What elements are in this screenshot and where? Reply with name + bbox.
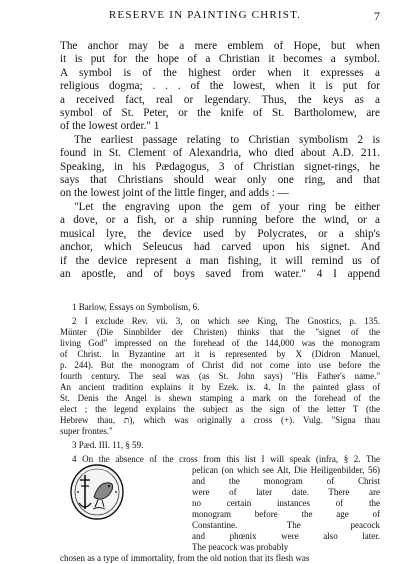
paragraph-3-quote: [60, 201, 380, 281]
text-line: The anchor may be a mere emblem of Hope, but when: [60, 40, 380, 52]
footnote-2-line: elect ; the legend explains the subject as the sign of the letter T (the: [60, 404, 380, 414]
footnote-4-line: and the monogram of Christ: [192, 476, 380, 486]
footnote-1: 1 Barlow, Essays on Symbolism, 6.: [72, 302, 200, 312]
footnote-2-line: 2 I exclude Rev. vii. 3, on which see King, The Gnostics, p. 135.: [72, 316, 380, 326]
running-title: RESERVE IN PAINTING CHRIST.: [108, 9, 302, 21]
footnote-2-line: super frontes.": [60, 426, 113, 436]
footnote-4-line: Constantine. The peacock: [192, 520, 380, 530]
page-header: [60, 9, 380, 29]
footnote-4-line: were of later date. There are: [192, 487, 380, 497]
footnote-4-line: chosen as a type of immortality, from the old notion that its flesh was: [60, 553, 310, 563]
text-line: a received fact, real or legendary. Thus, the keys as a: [60, 93, 380, 106]
paragraph-1: [60, 40, 380, 134]
text-line: Speaking, in his Pædagogus, 3 of Christian signet-rings, he: [60, 160, 380, 173]
text-line: says that Christians should wear only one ring, and that: [60, 174, 380, 187]
text-line: A symbol is of the highest order when it expresses a: [60, 66, 380, 79]
footnote-2-line: Münter (Die Sinnbilder der Christen) thinks that the "signet of the: [60, 327, 380, 337]
text-line: found in St. Clement of Alexandria, who died about A.D. 211.: [60, 147, 380, 160]
page-number: 7: [374, 9, 380, 23]
text-line: a dove, or a fish, or a ship running before the wind, or a: [60, 214, 380, 227]
text-line: "Let the engraving upon the gem of your ring be either: [74, 200, 380, 213]
text-line: religious dogma; . . . of the lowest, when it is put for: [60, 80, 380, 93]
text-line: an apostle, and of boys saved from water." 4 I append: [60, 267, 380, 280]
text-line: symbol of St. Peter, or the knife of St. Bartholomew, are: [60, 107, 380, 120]
footnote-4-line: The peacock was probably: [192, 542, 289, 552]
text-line: The earliest passage relating to Christian symbolism 2 is: [74, 133, 380, 146]
footnote-4-line: monogram before the age of: [192, 509, 380, 519]
footnote-2-line: living God" impressed on the forehead of the 144,000 was the monogram: [60, 338, 380, 348]
footnote-2-line: St. Denis the Angel is shewn stamping a mark on the forehead of the: [60, 393, 380, 403]
footnote-2-line: An ancient tradition explains it by Ezek. ix. 4. In the painted glass of: [60, 382, 380, 392]
footnotes: [60, 302, 380, 564]
footnote-3: 3 Pæd. III. 11, § 59.: [72, 440, 144, 450]
footnote-4-line: no certain instances of the: [192, 498, 380, 508]
text-line: of the lowest order." 1: [60, 120, 160, 133]
text-line: anchor, which Seleucus had carved upon his signet. And: [60, 241, 380, 254]
footnote-2-line: of Christ. In Byzantine art it is represented by X (Didron Manuel,: [60, 349, 380, 359]
footnote-4-line: and phœnix were also later.: [192, 531, 380, 541]
footnote-4-line: pelican (on which see Alt, Die Heiligenbilder, 56): [192, 465, 380, 475]
footnote-2-line: p. 244). But the monogram of Christ did not come into use before the: [60, 360, 380, 370]
text-line: on the lowest joint of the little finger, and adds : —: [60, 187, 289, 200]
text-line: it is put for the hope of a Christian it becomes a symbol.: [60, 53, 380, 66]
text-line: if the device represent a man fishing, it will remind us of: [60, 254, 380, 267]
footnote-2-line: Hebrew thau, ת), which was originally a cross (+). Vulg. "Signa thau: [60, 415, 380, 425]
main-text: [60, 40, 380, 281]
paragraph-2: [60, 134, 380, 201]
anchor-seal-icon: [68, 463, 126, 521]
footnote-4-line: 4 On the absence of the cross from this list I will speak (infra, § 2. The: [72, 454, 380, 464]
footnote-2-line: fourth century. The seal was (as St. John says) "His Father's name.": [60, 371, 380, 381]
text-line: musical lyre, the device used by Polycrates, or a ship's: [60, 227, 380, 240]
